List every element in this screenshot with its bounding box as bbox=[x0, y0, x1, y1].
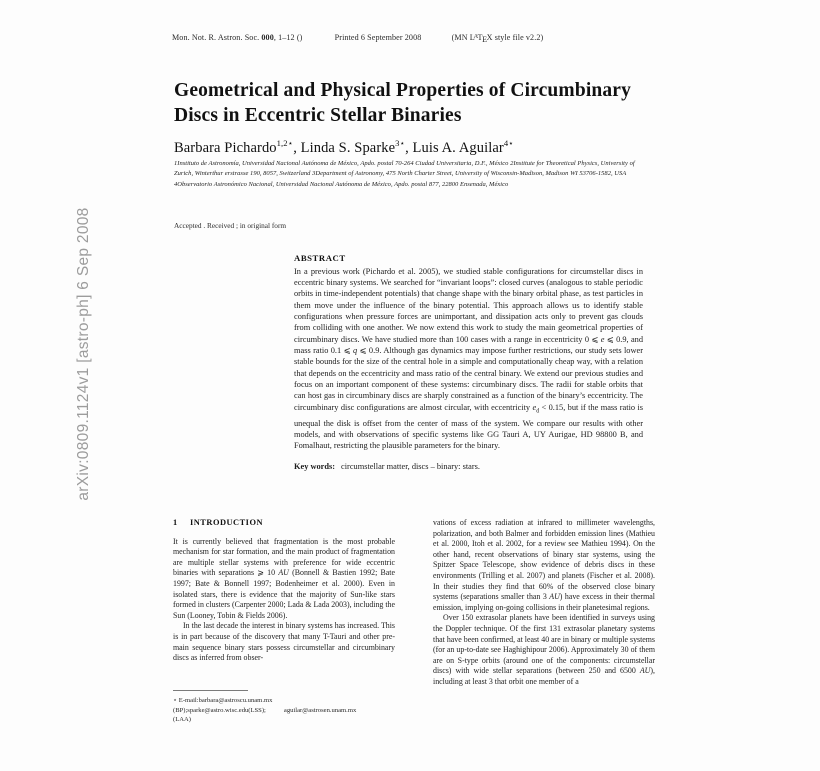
arxiv-stamp: arXiv:0809.1124v1 [astro-ph] 6 Sep 2008 bbox=[75, 207, 92, 501]
running-head-volume: 000 bbox=[261, 33, 274, 43]
section-number: 1 bbox=[173, 518, 178, 527]
section-title: INTRODUCTION bbox=[190, 518, 264, 527]
running-head bbox=[172, 33, 642, 44]
body-column-right bbox=[433, 518, 655, 688]
paragraph: Over 150 extrasolar planets have been identified in surveys using the Doppler technique. Of the first 131 extrasolar planetary systems that have been confirmed, at least 40 are in binary or multiple systems (for an up-to-date see Haghighipour 2006). Approximately 30 of them are on S-type orbits (around one of the components: circumstellar discs) with wide stellar separations (between 250 and 6500 AU), including at least 3 that orbit one member of a bbox=[433, 613, 655, 686]
affiliation-list: 1Instituto de Astronomía, Universidad Nacional Autónoma de México, Apdo. postal 70-264 Ciudad Universitaria, D.F., México 2Institute for Theoretical Physics, University of Zurich, Winterthur erstrasse 190, 8057, Switzerland 3Department of Astronomy, 475 North Charter Street, University of Wisconsin-Madison, Madison WI 53706-1582, USA 4Observatorio Astronómico Nacional, Universidad Nacional Autónoma de México, Apdo. postal 877, 22800 Ensenada, México bbox=[174, 160, 635, 188]
footnote-email-lss: (BP);sparke@astro.wisc.edu(LSS); bbox=[173, 706, 266, 714]
abstract-text: In a previous work (Pichardo et al. 2005), we studied stable configurations for circumstellar discs in eccentric binary systems. We searched for “invariant loops”: closed curves (analogous to stable periodic orbits in time-independent potentials) that change shape with the binary orbital phase, as test particles in them move under the influence of the binary potential. This approach allows us to identify stable configurations when pressure forces are unimportant, and dissipation acts only to prevent gas clouds from colliding with one another. We now extend this work to study the main geometrical properties of circumbinary discs. We have studied more than 100 cases with a range in eccentricity 0 ⩽ e ⩽ 0.9, and mass ratio 0.1 ⩽ q ⩽ 0.9. Although gas dynamics may impose further restrictions, our study sets lower stable bounds for the size of the central hole in a simple and computationally cheap way, with a relation that depends on the eccentricity and mass ratio of the central binary. We extend our previous studies and focus on an important component of these systems: circumbinary discs. The radii for stable orbits that can host gas in circumbinary discs are sharply constrained as a function of the binary’s eccentricity. The circumbinary disc configurations are almost circular, with eccentricity $e_d < 0.15$, but if the mass ratio is unequal the disk is offset from the center of mass of the system. We compare our results with other models, and with observations of specific systems like GG Tauri A, UY Aurigae, HD 98800 B, and Fomalhaut, restricting the plausible parameters for the binary. bbox=[294, 266, 644, 451]
keywords-label: Key words: bbox=[294, 461, 336, 471]
page-title: Geometrical and Physical Properties of Circumbinary Discs in Eccentric Stellar Binaries bbox=[174, 80, 631, 126]
paragraph: It is currently believed that fragmentation is the most probable mechanism for star formation, and the main product of fragmentation are multiple stellar systems with preference for wide eccentric binaries with separations ⩾ 10 AU (Bonnell & Bastien 1992; Bate 1997; Bate & Bonnell 1997; Bodenheimer et al. 2000). Even in isolated stars, there is evidence that the majority of Sun-like stars formed in clusters (Carpenter 2000; Lada & Lada 2003), including the Sun (Looney, Tobin & Fields 2006). bbox=[173, 536, 395, 620]
footnote-line-3: (LAA) bbox=[173, 716, 191, 723]
keywords-line bbox=[294, 461, 643, 472]
body-column-left bbox=[173, 518, 395, 664]
author-list: Barbara Pichardo$^{1,2⋆}$, Linda S. Sparke$^{3⋆}$, Luis A. Aguilar$^{4⋆}$ bbox=[174, 138, 514, 156]
running-head-journal: Mon. Not. R. Astron. Soc. bbox=[172, 33, 260, 43]
keywords-value: circumstellar matter, discs – binary: stars. bbox=[341, 461, 480, 471]
running-head-style: (MN $L^ATEX$ style file v2.2) bbox=[451, 33, 544, 44]
paragraph: vations of excess radiation at infrared to millimeter wavelengths, polarization, and both Balmer and forbidden emission lines (Mathieu et al. 2000, Itoh et al. 2002, for a review see Mathieu 1994). On the other hand, recent observations of binary star systems, using the Spitzer Space Telescope, show evidence of debris discs in these environments (Trilling et al. 2007) and planets (Fischer et al. 2008). In their studies they find that 60% of the observed close binary systems (separations smaller than 3 AU) have excess in their thermal emission, implying on-going collisions in their planetesimal regions. bbox=[433, 518, 655, 612]
paragraph: In the last decade the interest in binary systems has increased. This is in part because of the discovery that many T-Tauri and other pre-main sequence binary stars possess circumstellar and circumbinary discs as inferred from obser- bbox=[173, 621, 395, 663]
footnote-email-bp: E-mail:barbara@astroscu.unam.mx bbox=[178, 697, 273, 704]
running-head-pages: , 1–12 () bbox=[273, 33, 303, 43]
accepted-received-line: Accepted . Received ; in original form bbox=[174, 221, 287, 230]
footnote-block bbox=[173, 696, 405, 725]
abstract-heading: ABSTRACT bbox=[294, 253, 346, 263]
footnote-marker: ⋆ bbox=[173, 697, 178, 704]
footnote-email-laa: aguilar@astrosen.unam.mx bbox=[283, 706, 357, 714]
running-head-printed: Printed 6 September 2008 bbox=[334, 33, 422, 43]
footnote-rule bbox=[173, 690, 248, 691]
section-heading-introduction bbox=[173, 518, 395, 529]
footnote-line-2 bbox=[173, 706, 405, 716]
abstract-block bbox=[294, 253, 643, 472]
footnote-line-1 bbox=[173, 696, 405, 706]
